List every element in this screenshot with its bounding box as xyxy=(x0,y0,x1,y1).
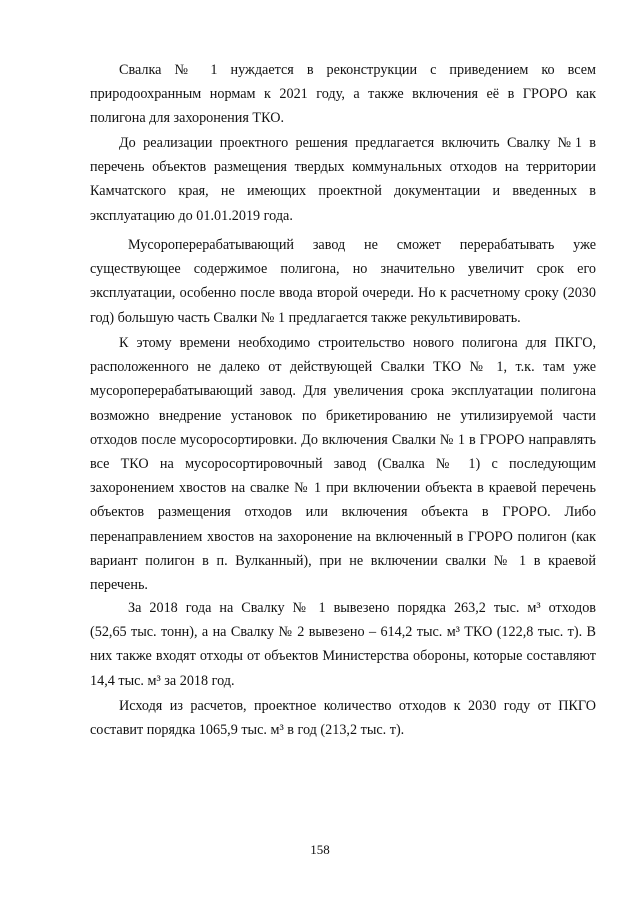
text-line: полигона для захоронения ТКО. xyxy=(90,110,284,127)
text-line: объектов размещения отходов или включения объекта в ГРОРО. Либо xyxy=(90,504,596,521)
text-line: (52,65 тыс. тонн), а на Свалку № 2 вывезено – 614,2 тыс. м³ ТКО (122,8 тыс. т). В xyxy=(90,624,596,641)
text-line: 14,4 тыс. м³ за 2018 год. xyxy=(90,672,235,689)
paragraph-3 xyxy=(90,233,596,330)
text-line: Камчатского края, не имеющих проектной документации и введенных в xyxy=(90,183,596,200)
paragraph-2 xyxy=(90,131,596,228)
text-line: составит порядка 1065,9 тыс. м³ в год (213,2 тыс. т). xyxy=(90,722,405,739)
text-line: природоохранным нормам к 2021 году, а также включения её в ГРОРО как xyxy=(90,86,596,103)
text-line: перечень объектов размещения твердых коммунальных отходов на территории xyxy=(90,159,596,176)
text-line: вариант полигон в п. Вулканный), при не включении свалки № 1 в краевой xyxy=(90,552,596,569)
text-line: захоронением хвостов на свалке № 1 при включении объекта в краевой перечень xyxy=(90,480,596,497)
text-line: эксплуатацию до 01.01.2019 года. xyxy=(90,207,293,224)
text-line: возможно внедрение установок по брикетированию не утилизируемой части xyxy=(90,407,596,424)
text-line: Мусороперерабатывающий завод не сможет перерабатывать уже xyxy=(128,237,596,253)
text-line: перечень. xyxy=(90,576,148,593)
text-line: Свалка № 1 нуждается в реконструкции с приведением ко всем xyxy=(119,62,596,78)
text-line: все ТКО на мусоросортировочный завод (Свалка № 1) с последующим xyxy=(90,455,596,472)
text-line: расположенного не далеко от действующей Свалки ТКО № 1, т.к. там уже xyxy=(90,359,596,376)
text-line: год) большую часть Свалки № 1 предлагается также рекультивировать. xyxy=(90,309,521,326)
page-number: 158 xyxy=(310,842,330,857)
text-line: До реализации проектного решения предлагается включить Свалку №1 в xyxy=(119,135,596,151)
text-line: эксплуатации, особенно после ввода второй очереди. Но к расчетному сроку (2030 xyxy=(90,285,596,302)
text-line: За 2018 года на Свалку № 1 вывезено порядка 263,2 тыс. м³ отходов xyxy=(128,600,596,616)
text-line: них также входят отходы от объектов Министерства обороны, которые составляют xyxy=(90,648,596,665)
paragraph-5 xyxy=(90,596,596,693)
text-line: К этому времени необходимо строительство нового полигона для ПКГО, xyxy=(119,335,596,351)
paragraph-6 xyxy=(90,694,596,742)
text-line: Исходя из расчетов, проектное количество отходов к 2030 году от ПКГО xyxy=(119,698,596,714)
paragraph-1 xyxy=(90,58,596,131)
text-line: перенаправлением хвостов на захоронение на включенный в ГРОРО полигон (как xyxy=(90,528,596,545)
text-line: отходов после мусоросортировки. До включения Свалки № 1 в ГРОРО направлять xyxy=(90,431,596,448)
paragraph-4 xyxy=(90,331,596,597)
text-line: существующее содержимое полигона, но значительно увеличит срок его xyxy=(90,261,596,278)
text-line: мусороперерабатывающий завод. Для увеличения срока эксплуатации полигона xyxy=(90,383,596,400)
